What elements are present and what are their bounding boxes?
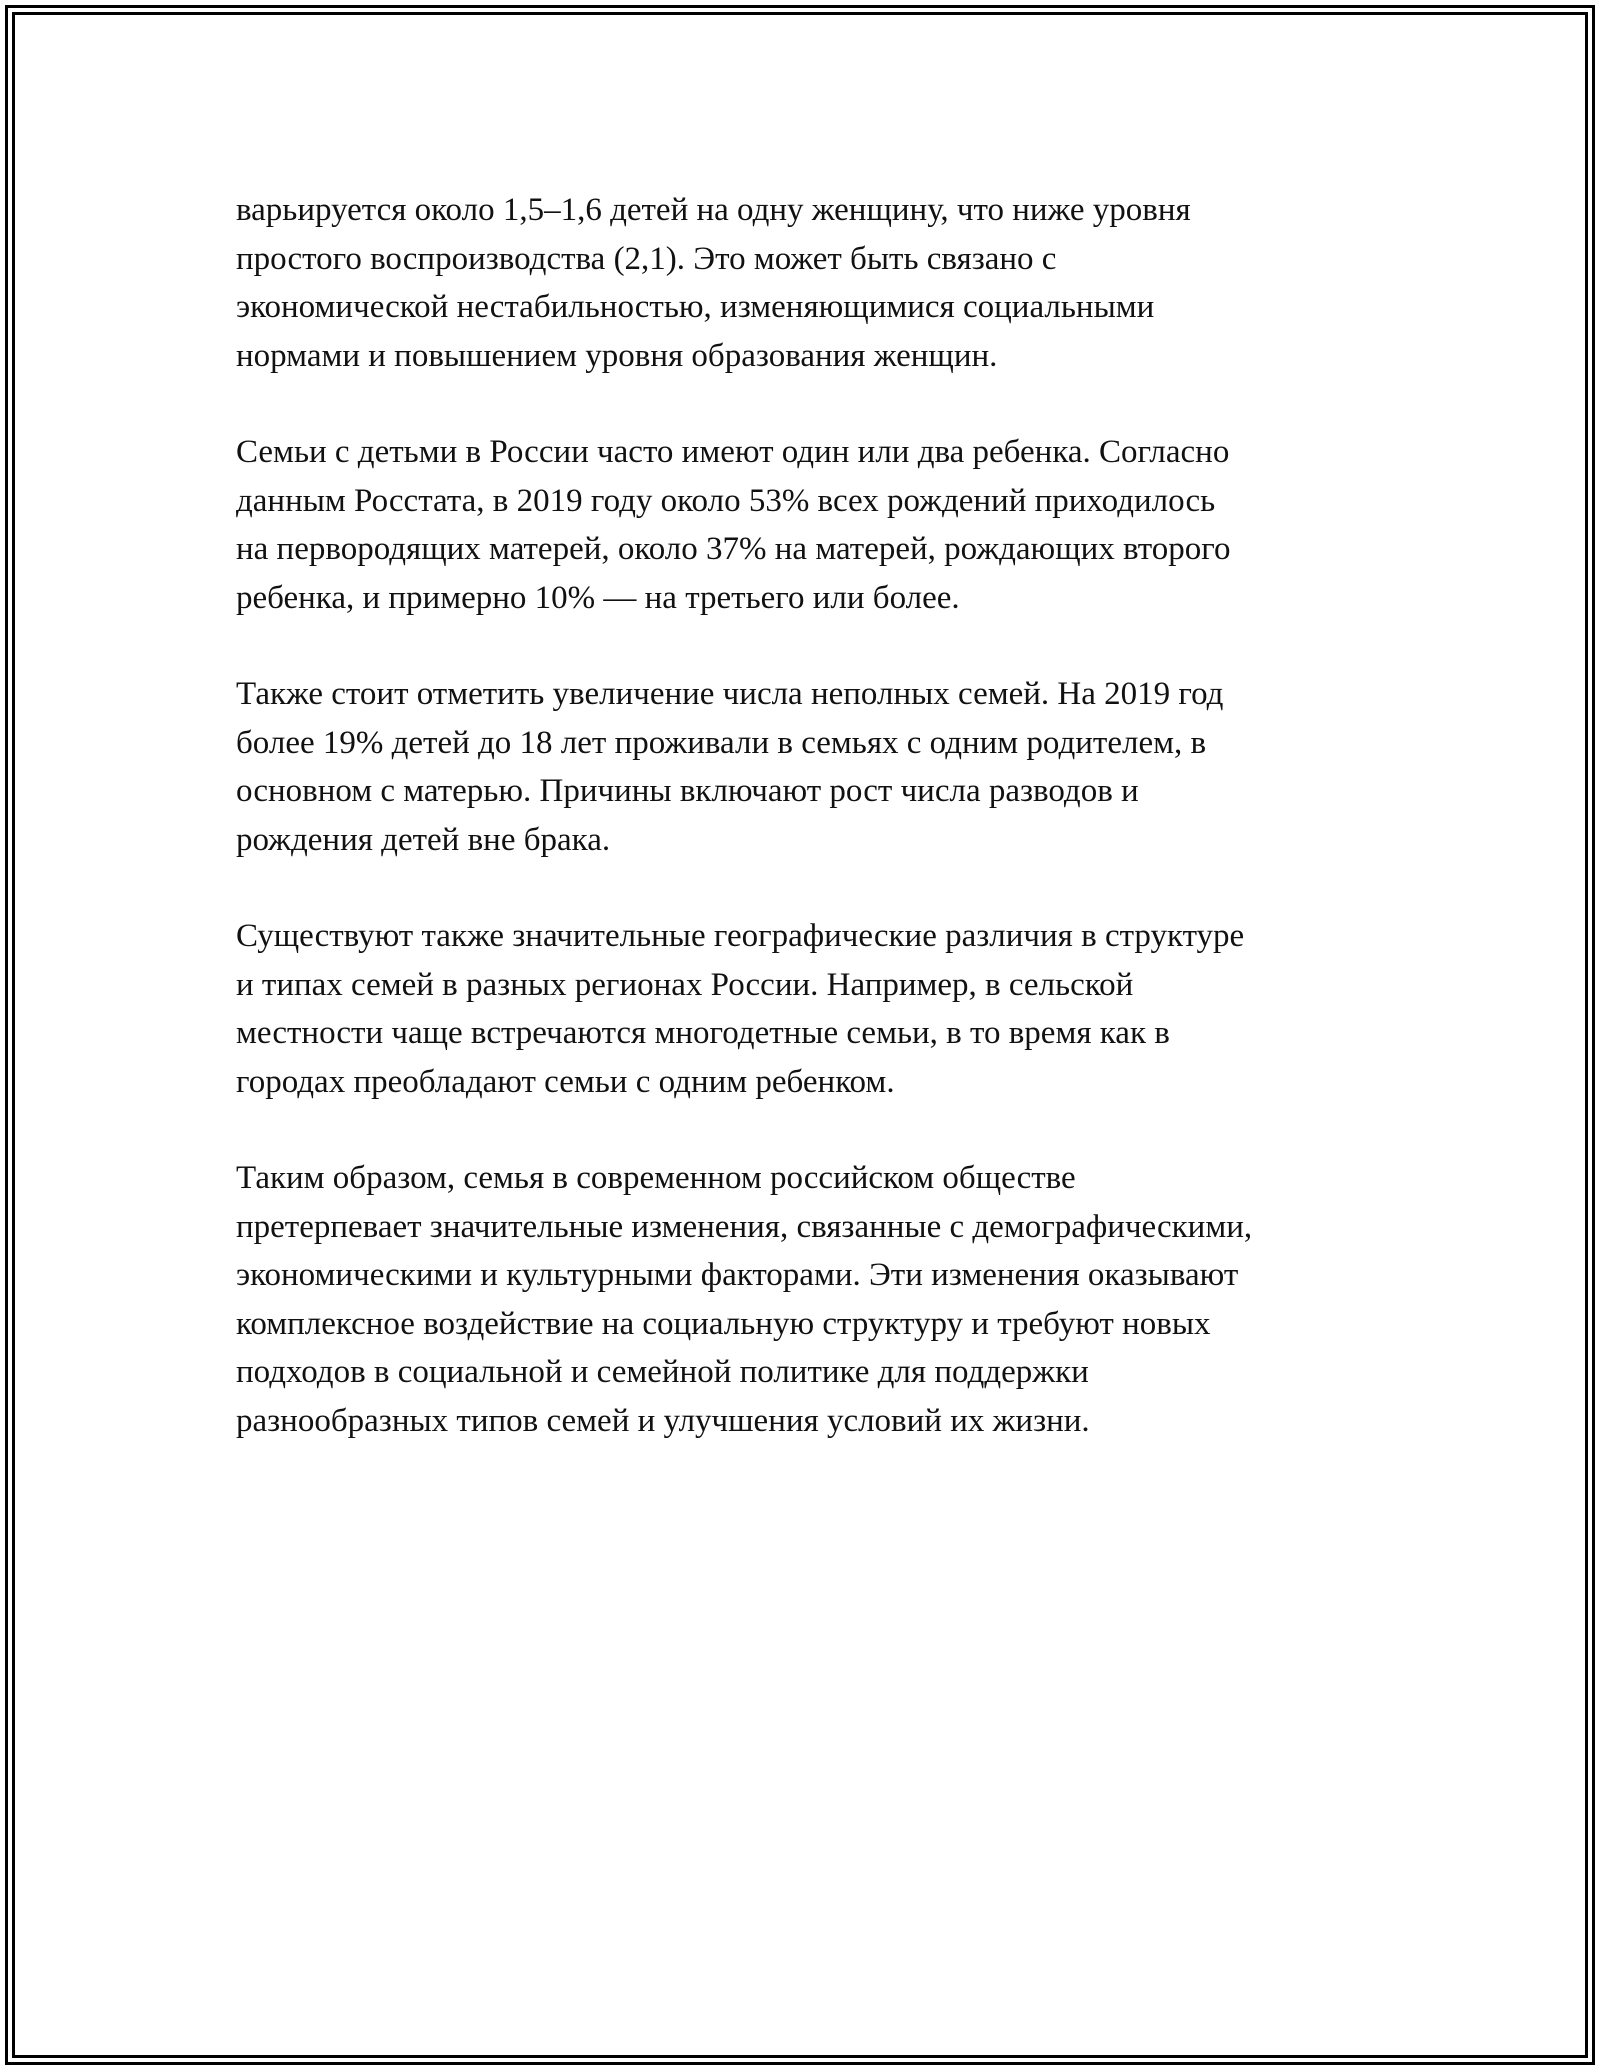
text-line: городах преобладают семьи с одним ребенком.: [236, 1063, 895, 1100]
text-line: экономическими и культурными факторами. Эти изменения оказывают: [236, 1257, 1239, 1293]
text-line: на первородящих матерей, около 37% на матерей, рождающих второго: [236, 531, 1231, 567]
text-line: нормами и повышением уровня образования женщин.: [236, 337, 998, 374]
text-line: местности чаще встречаются многодетные семьи, в то время как в: [236, 1015, 1170, 1051]
paragraph-regional-differences: [236, 912, 1376, 1106]
text-line: Существуют также значительные географические различия в структуре: [236, 918, 1245, 954]
text-line: данным Росстата, в 2019 году около 53% всех рождений приходилось: [236, 482, 1216, 519]
text-line: комплексное воздействие на социальную структуру и требуют новых: [236, 1305, 1211, 1342]
text-line: варьируется около 1,5–1,6 детей на одну женщину, что ниже уровня: [236, 192, 1191, 228]
text-line: и типах семей в разных регионах России. Например, в сельской: [236, 966, 1134, 1003]
text-line: более 19% детей до 18 лет проживали в семьях с одним родителем, в: [236, 724, 1207, 761]
text-line: Семьи с детьми в России часто имеют один или два ребенка. Согласно: [236, 434, 1230, 470]
text-line: простого воспроизводства (2,1). Это может быть связано с: [236, 240, 1057, 277]
paragraph-fertility: [236, 186, 1376, 380]
text-line: ребенка, и примерно 10% — на третьего или более.: [236, 579, 960, 616]
paragraph-conclusion: [236, 1154, 1376, 1445]
document-body: [236, 186, 1376, 1493]
text-line: рождения детей вне брака.: [236, 821, 611, 858]
text-line: разнообразных типов семей и улучшения условий их жизни.: [236, 1402, 1090, 1439]
text-line: основном с матерью. Причины включают рост числа разводов и: [236, 773, 1139, 809]
text-line: претерпевает значительные изменения, связанные с демографическими,: [236, 1208, 1253, 1245]
text-line: подходов в социальной и семейной политике для поддержки: [236, 1354, 1089, 1390]
paragraph-single-parent: [236, 670, 1376, 864]
text-line: экономической нестабильностью, изменяющимися социальными: [236, 289, 1155, 325]
text-line: Также стоит отметить увеличение числа неполных семей. На 2019 год: [236, 676, 1224, 712]
paragraph-children-count: [236, 428, 1376, 622]
text-line: Таким образом, семья в современном российском обществе: [236, 1160, 1076, 1196]
